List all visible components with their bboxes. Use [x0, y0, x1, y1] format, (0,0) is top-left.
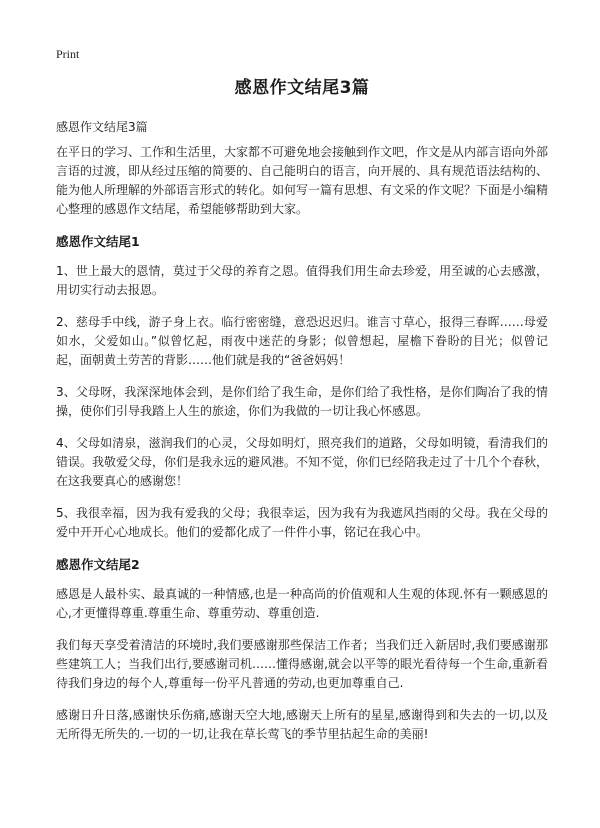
- section1-paragraph-5: 5、我很幸福，因为我有爱我的父母；我很幸运，因为我有为我遮风挡雨的父母。我在父母的爱中开开心心地成长。他们的爱都化成了一件件小事，铭记在我心中。: [56, 506, 548, 539]
- section1-paragraph-1: 1、世上最大的恩情，莫过于父母的养育之恩。值得我们用生命去珍爱，用至诚的心去感激，用切实行动去报恩。: [56, 264, 548, 297]
- section-heading-2: 感恩作文结尾2: [56, 557, 140, 572]
- document-subtitle: 感恩作文结尾3篇: [56, 120, 148, 134]
- section1-paragraph-4: 4、父母如清泉，滋润我们的心灵，父母如明灯，照亮我们的道路，父母如明镜，看清我们的错误。我敬爱父母，你们是我永远的避风港。不知不觉，你们已经陪我走过了十几个个春秋，在这我要真心的感谢您！: [56, 436, 549, 488]
- section1-paragraph-3: 3、父母呀，我深深地体会到，是你们给了我生命，是你们给了我性格，是你们陶冶了我的情操，使你们引导我踏上人生的旅途，你们为我做的一切让我心怀感恩。: [56, 385, 548, 418]
- section1-paragraph-2: 2、慈母手中线，游子身上衣。临行密密缝，意恐迟迟归。谁言寸草心，报得三春晖……母爱如水，父爱如山。”似曾忆起，雨夜中迷茫的身影；似曾想起，屋檐下眷盼的目光；似曾记起，面朝黄土劳苦的背影……他们就是我的“爸爸妈妈！: [56, 315, 548, 367]
- document-page: [56, 76, 548, 757]
- section-heading-1: 感恩作文结尾1: [56, 234, 140, 249]
- section2-paragraph-3: 感谢日升日落,感谢快乐伤痛,感谢天空大地,感谢天上所有的星星,感谢得到和失去的一切,以及无所得无所失的.一切的一切,让我在草长莺飞的季节里拈起生命的美丽!: [56, 708, 548, 741]
- section2-paragraph-2: 我们每天享受着清洁的环境时,我们要感谢那些保洁工作者；当我们迁入新居时,我们要感谢那些建筑工人；当我们出行,要感谢司机……懂得感谢,就会以平等的眼光看待每一个生命,重新看待我们身边的每个人,尊重每一份平凡普通的劳动,也更加尊重自己.: [56, 638, 548, 690]
- page-title: 感恩作文结尾3篇: [234, 78, 370, 98]
- intro-paragraph: 在平日的学习、工作和生活里，大家都不可避免地会接触到作文吧，作文是从内部言语向外部言语的过渡，即从经过压缩的简要的、自己能明白的语言，向开展的、具有规范语法结构的、能为他人所理解的外部语言形式的转化。如何写一篇有思想、有文采的作文呢？下面是小编精心整理的感恩作文结尾，希望能够帮助到大家。: [56, 145, 549, 216]
- print-link[interactable]: Print: [56, 47, 80, 61]
- section2-paragraph-1: 感恩是人最朴实、最真诚的一种情感,也是一种高尚的价值观和人生观的体现.怀有一颗感恩的心,才更懂得尊重.尊重生命、尊重劳动、尊重创造.: [56, 587, 548, 620]
